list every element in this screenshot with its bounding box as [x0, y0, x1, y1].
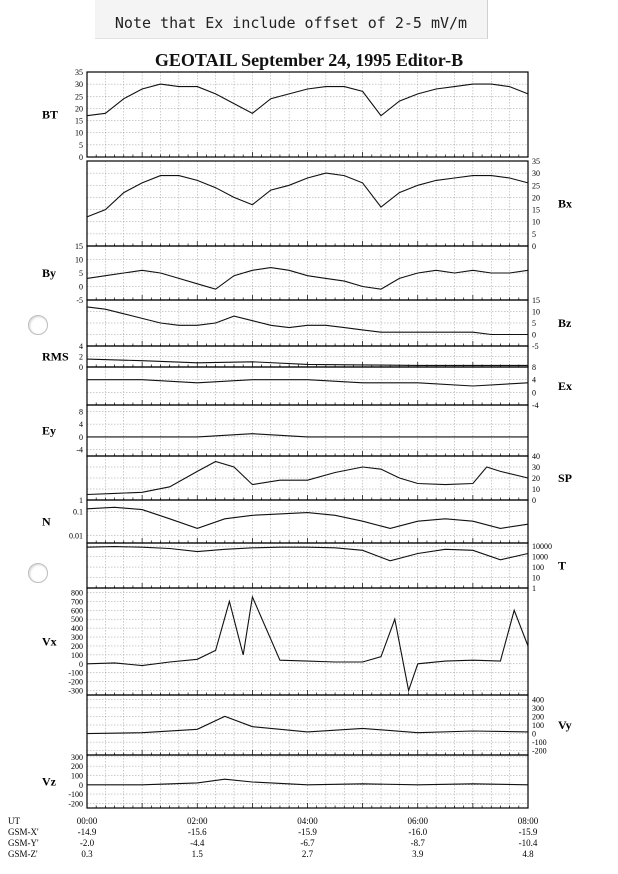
panel-label-by: By [42, 266, 57, 280]
tick-label-vx: 300 [71, 633, 83, 643]
panel-by [42, 242, 528, 305]
tick-label-vz: 0 [79, 780, 83, 790]
orbit-cell-ut: 06:00 [407, 816, 429, 826]
tick-label-vy: 0 [532, 729, 536, 739]
orbit-row-label: GSM-X' [8, 827, 39, 837]
tick-label-bt: 15 [75, 116, 83, 126]
orbit-cell-ut: 08:00 [517, 816, 539, 826]
orbit-row-label: GSM-Z' [8, 849, 38, 859]
panel-bz [87, 296, 572, 351]
chart-title: GEOTAIL September 24, 1995 Editor-B [154, 50, 464, 70]
tick-label-ex: -4 [532, 401, 539, 410]
tick-label-bx: 15 [532, 205, 540, 215]
orbit-cell-x: -15.9 [518, 827, 538, 837]
tick-label-bx: 35 [532, 157, 540, 166]
tick-label-bz: -5 [532, 342, 539, 351]
tick-label-t: 10 [532, 573, 540, 583]
panel-ex [87, 363, 572, 410]
panel-label-vy: Vy [558, 718, 572, 732]
orbit-cell-z: 4.8 [522, 849, 534, 859]
tick-label-ey: 0 [79, 432, 83, 442]
tick-label-sp: 40 [532, 452, 540, 461]
orbit-table [8, 816, 539, 859]
orbit-cell-x: -15.6 [187, 827, 207, 837]
tick-label-sp: 20 [532, 474, 540, 483]
tick-label-by: 15 [75, 242, 83, 251]
tick-label-by: 5 [79, 269, 83, 278]
orbit-cell-z: 0.3 [81, 849, 93, 859]
tick-label-bt: 35 [75, 68, 83, 77]
orbit-row-label: UT [8, 816, 20, 826]
tick-label-bt: 30 [75, 80, 83, 90]
tick-label-vz: 200 [71, 762, 83, 772]
tick-label-bx: 10 [532, 217, 540, 227]
tick-label-bx: 30 [532, 169, 540, 179]
tick-label-ey: 8 [79, 407, 83, 417]
panel-ey [42, 405, 528, 456]
tick-label-bz: 0 [532, 330, 536, 340]
tick-label-bx: 5 [532, 229, 536, 239]
panel-label-ex: Ex [558, 379, 573, 393]
tick-label-vx: 600 [71, 606, 83, 616]
tick-label-vy: 400 [532, 695, 544, 705]
orbit-cell-y: -4.4 [190, 838, 205, 848]
tick-label-vz: -100 [68, 790, 83, 800]
tick-label-vz: 300 [71, 752, 83, 762]
panel-bt [42, 68, 528, 162]
tick-label-vx: -300 [68, 686, 83, 696]
tick-label-by: 10 [75, 255, 83, 265]
panel-label-n: N [42, 514, 51, 529]
tick-label-vx: 500 [71, 615, 83, 625]
tick-label-bt: 10 [75, 128, 83, 138]
panel-bx [87, 157, 572, 251]
panel-vz [42, 753, 528, 808]
tick-label-n: 0.1 [73, 507, 83, 517]
orbit-cell-y: -2.0 [79, 838, 95, 848]
tick-label-vx: 200 [71, 641, 83, 651]
panel-vy [87, 695, 572, 756]
tick-label-vx: 800 [71, 588, 83, 598]
panel-label-t: T [558, 558, 567, 573]
orbit-row-label: GSM-Y' [8, 838, 39, 848]
tick-label-sp: 0 [532, 496, 536, 505]
orbit-cell-y: -6.7 [300, 838, 315, 848]
tick-label-bt: 20 [75, 104, 83, 114]
tick-label-n: 1 [79, 496, 83, 505]
tick-label-ex: 4 [532, 375, 536, 385]
tick-label-by: -5 [76, 296, 83, 305]
panel-vx [42, 588, 528, 696]
tick-label-vy: 300 [532, 703, 544, 713]
panel-label-bz: Bz [558, 316, 572, 330]
tick-label-vz: 100 [71, 771, 83, 781]
tick-label-ey: 4 [79, 420, 83, 430]
tick-label-by: 0 [79, 282, 83, 292]
orbit-cell-z: 2.7 [301, 849, 314, 859]
tick-label-ex: 8 [532, 363, 536, 372]
tick-label-bt: 5 [79, 140, 83, 150]
tick-label-vx: 400 [71, 624, 83, 634]
tick-label-vx: 100 [71, 650, 83, 660]
tick-label-bz: 5 [532, 319, 536, 328]
tick-label-t: 100 [532, 563, 544, 573]
panel-t [87, 542, 566, 593]
tick-label-bx: 20 [532, 193, 540, 203]
orbit-cell-y: -10.4 [518, 838, 538, 848]
tick-label-t: 10000 [532, 542, 552, 552]
orbit-cell-z: 1.5 [191, 849, 203, 859]
panel-n [42, 496, 528, 543]
tick-label-bz: 15 [532, 296, 540, 305]
tick-label-bt: 25 [75, 92, 83, 102]
tick-label-vx: 0 [79, 659, 83, 669]
orbit-cell-ut: 00:00 [76, 816, 98, 826]
tick-label-rms: 2 [79, 352, 83, 362]
tick-label-vx: 700 [71, 597, 83, 607]
panel-label-rms: RMS [42, 349, 69, 364]
orbit-cell-ut: 04:00 [297, 816, 318, 826]
panel-label-ey: Ey [42, 423, 57, 438]
panel-label-vx: Vx [42, 634, 57, 649]
orbit-cell-z: 3.9 [412, 849, 424, 859]
tick-label-vy: -200 [532, 746, 547, 756]
tick-label-ex: 0 [532, 388, 536, 398]
orbit-cell-y: -8.7 [410, 838, 425, 848]
tick-label-bx: 25 [532, 181, 540, 191]
tick-label-sp: 30 [532, 463, 540, 472]
panel-sp [87, 452, 572, 505]
tick-label-t: 1 [532, 584, 536, 593]
offset-note: Note that Ex include offset of 2-5 mV/m [114, 14, 468, 32]
panel-label-bx: Bx [558, 196, 573, 211]
tick-label-bz: 10 [532, 307, 540, 317]
orbit-cell-x: -14.9 [77, 827, 97, 837]
tick-label-rms: 4 [79, 342, 83, 351]
tick-label-ey: -4 [76, 445, 83, 455]
tick-label-vx: -100 [68, 668, 83, 678]
tick-label-vz: -200 [68, 799, 83, 809]
tick-label-bx: 0 [532, 242, 536, 251]
tick-label-rms: 0 [79, 363, 83, 372]
tick-label-vx: -200 [68, 677, 83, 687]
panel-label-bt: BT [42, 107, 59, 122]
panel-label-vz: Vz [42, 774, 56, 789]
orbit-cell-ut: 02:00 [186, 816, 208, 826]
tick-label-n: 0.01 [69, 531, 83, 541]
tick-label-vy: 100 [532, 721, 544, 730]
tick-label-vy: -100 [532, 738, 547, 748]
panel-label-sp: SP [558, 471, 573, 485]
orbit-cell-x: -15.9 [298, 827, 317, 837]
tick-label-t: 1000 [532, 552, 548, 562]
tick-label-sp: 10 [532, 485, 540, 494]
tick-label-bt: 0 [79, 153, 83, 162]
tick-label-vy: 200 [532, 712, 544, 722]
orbit-cell-x: -16.0 [408, 827, 428, 837]
